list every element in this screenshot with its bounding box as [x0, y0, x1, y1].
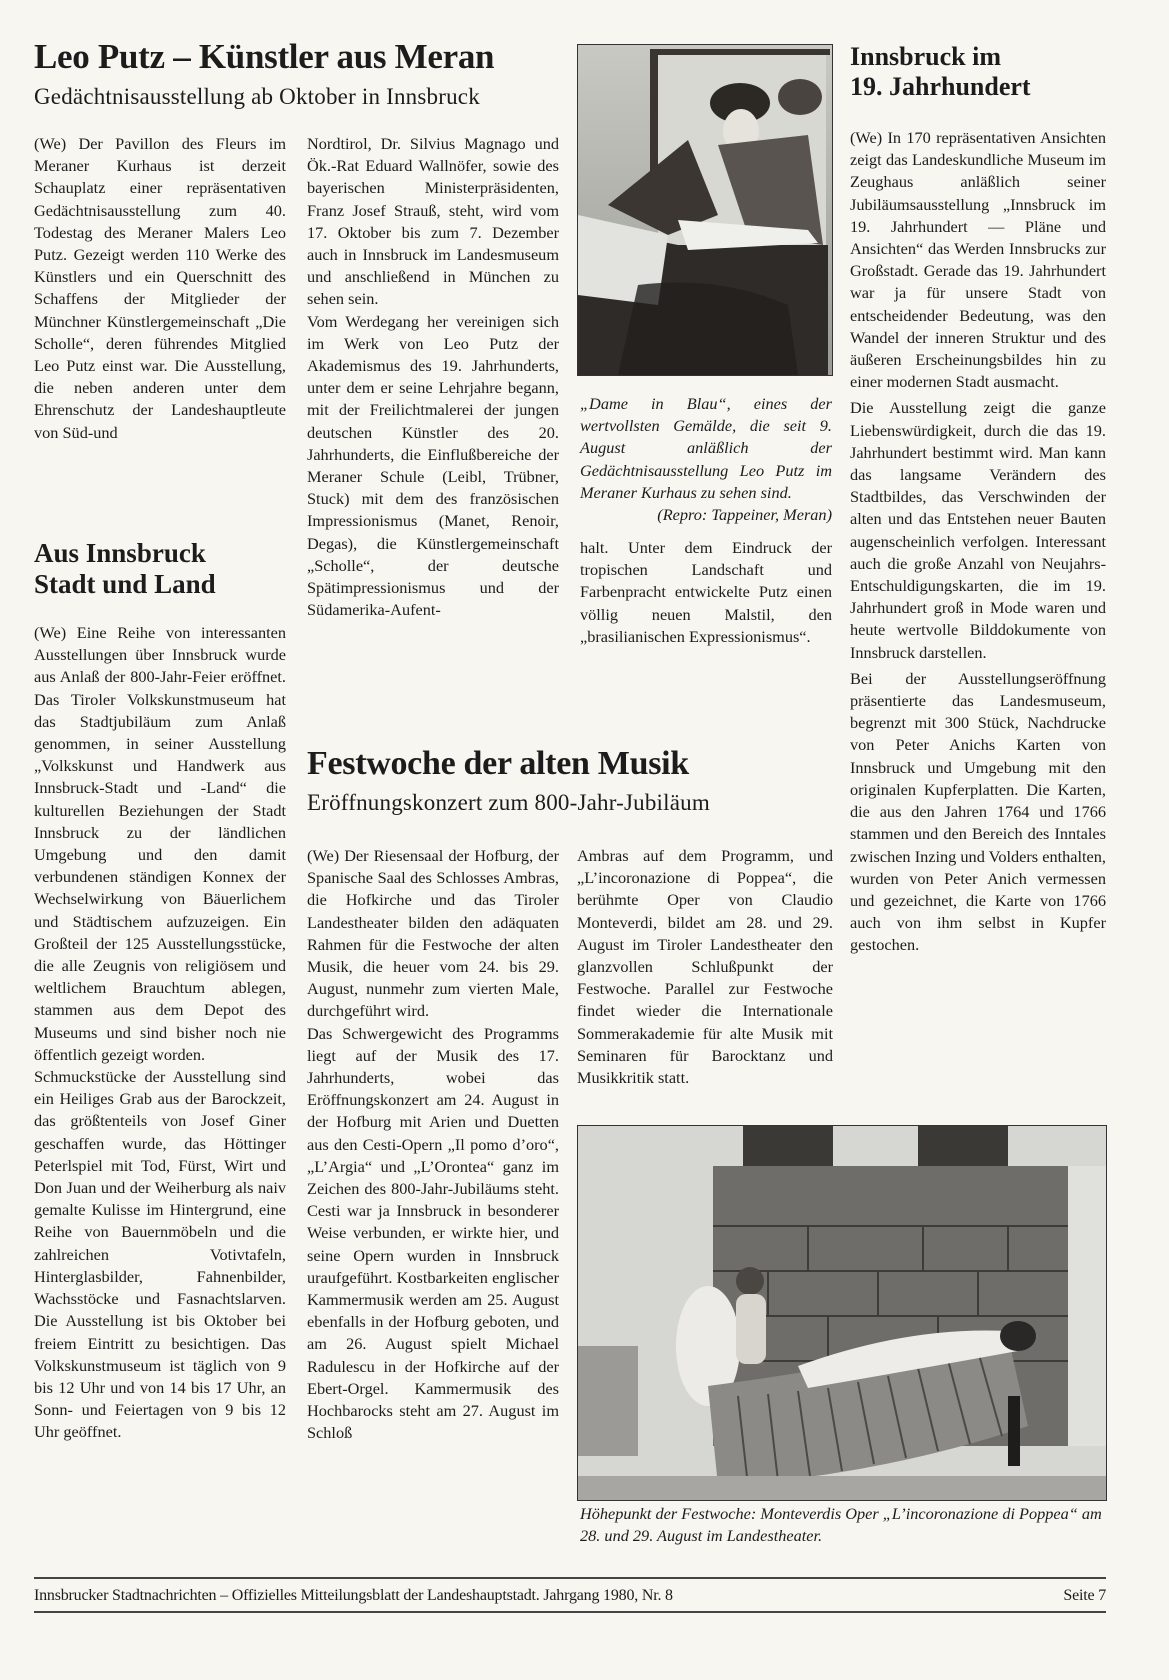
subheadline-festwoche: Eröffnungskonzert zum 800-Jahr-Jubiläum — [307, 790, 710, 815]
article-festwoche-column-2 — [577, 845, 833, 1089]
headline-line: Aus Innsbruck — [34, 538, 206, 568]
article-leo-putz-column-3 — [580, 537, 832, 648]
article-leo-putz-column-2 — [307, 133, 559, 621]
footer-bottom-rule — [34, 1611, 1106, 1613]
page-number: Seite 7 — [1063, 1587, 1106, 1604]
caption-text: „Dame in Blau“, eines der wertvollsten Gemälde, die seit 9. August anläßlich der Gedächtnisausstellung Leo Putz im Meraner Kurhaus zu sehen sind. — [580, 394, 832, 502]
painting-caption — [580, 393, 832, 526]
headline-line: Stadt und Land — [34, 569, 216, 599]
headline-leo-putz: Leo Putz – Künstler aus Meran — [34, 37, 495, 76]
footer-top-rule — [34, 1577, 1106, 1579]
paragraph: Das Schwergewicht des Programms liegt auf der Musik des 17. Jahrhunderts, wobei das Eröffnungskonzert am 24. August in der Hofburg mit Arien und Duetten aus den Cesti-Opern „Il pomo d’oro“, „L’Argia“ und „L’Orontea“ ganz im Zeichen des 800-Jahr-Jubiläums steht. Cesti war ja Innsbruck in besonderer Weise verbunden, er wirkte hier, und seine Opern wurden in Innsbruck uraufgeführt. Kostbarkeiten englischer Kammermusik werden am 25. August ebenfalls in der Hofburg geboten, und am 26. August spielt Michael Radulescu in der Hofkirche auf der Ebert-Orgel. Kammermusik des Hochbarocks steht am 27. August im Schloß — [307, 1023, 559, 1443]
painting-illustration — [578, 45, 832, 375]
paragraph: Schmuckstücke der Ausstellung sind ein Heiliges Grab aus der Barockzeit, das größtenteils von Josef Giner geschaffen wurde, das Höttinger Peterlspiel mit Tod, Fürst, Wirt und Don Juan und der Weiherburg als naiv gemalte Kulisse im Hintergrund, eine Reihe von Bauernmöbeln und die zahlreichen Votivtafeln, Hinterglasbilder, Fahnenbilder, Wachsstöcke und Fasnachtslarven. Die Ausstellung ist bis Oktober bei freiem Eintritt zu besichtigen. Das Volkskunstmuseum ist täglich von 9 bis 12 Uhr und von 14 bis 17 Uhr, an Sonn- und Feiertagen von 9 bis 12 Uhr geöffnet. — [34, 1067, 286, 1442]
paragraph: (We) Der Riesensaal der Hofburg, der Spanische Saal des Schlosses Ambras, die Hofkirche und das Tiroler Landestheater bilden den adäquaten Rahmen für die Festwoche der alten Musik, die heuer vom 24. bis 29. August, nunmehr zum vierten Male, durchgeführt wird. — [307, 846, 559, 1021]
opera-photo-caption: Höhepunkt der Festwoche: Monteverdis Oper „L’incoronazione di Poppea“ am 28. und 29. August im Landestheater. — [580, 1504, 1102, 1546]
subheadline-leo-putz: Gedächtnisausstellung ab Oktober in Innsbruck — [34, 84, 480, 109]
article-innsbruck-19-jh-column — [850, 127, 1106, 957]
paragraph: (We) Eine Reihe von interessanten Ausstellungen über Innsbruck wurde aus Anlaß der 800-Jahr-Feier eröffnet. Das Tiroler Volkskunstmuseum hat das Stadtjubiläum zum Anlaß genommen, in seiner Ausstellung „Volkskunst und Handwerk aus Innsbruck-Stadt und -Land“ die kulturellen Beziehungen der Stadt Innsbruck zu der ländlichen Umgebung und den damit verbundenen ständigen Konnex der Wechselwirkung von Bäuerlichem und Städtischem aufzuzeigen. Ein Großteil der 125 Ausstellungsstücke, die alle Zeugnis von religiösem und weltlichem Brauchtum ablegen, stammen aus dem Depot des Museums und sind bisher noch nie öffentlich gezeigt worden. — [34, 623, 286, 1064]
article-leo-putz-column-1 — [34, 133, 286, 444]
paragraph: Bei der Ausstellungseröffnung präsentierte das Landesmuseum, begrenzt mit 300 Stück, Nachdrucke von Peter Anichs Karten von Innsbruck und Umgebung mit den originalen Kupferplatten. Die Karten, die aus den Jahren 1764 und 1766 stammen und den Bereich des Inntales zwischen Inzing und Volders enthalten, wurden von Peter Anich vermessen und gezeichnet, die Karte von 1766 auch von ihm selbst in Kupfer gestochen. — [850, 668, 1106, 955]
article-festwoche-column-1 — [307, 845, 559, 1444]
headline-innsbruck-19-jh — [850, 42, 1108, 102]
headline-line: Innsbruck im — [850, 42, 1001, 71]
headline-line: 19. Jahrhundert — [850, 72, 1031, 101]
paragraph: halt. Unter dem Eindruck der tropischen Landschaft und Farbenpracht entwickelte Putz einen völlig neuen Malstil, den „brasilianischen Expressionismus“. — [580, 538, 832, 646]
headline-aus-innsbruck — [34, 538, 286, 600]
publication-info: Innsbrucker Stadtnachrichten – Offizielles Mitteilungsblatt der Landeshauptstadt. Jahrgang 1980, Nr. 8 — [34, 1587, 673, 1604]
article-aus-innsbruck-column — [34, 622, 286, 1444]
photo-credit: (Repro: Tappeiner, Meran) — [657, 505, 832, 525]
paragraph: Nordtirol, Dr. Silvius Magnago und Ök.-Rat Eduard Wallnöfer, sowie des bayerischen Ministerpräsidenten, Franz Josef Strauß, steht, wird vom 17. Oktober bis zum 7. Dezember auch in Innsbruck im Landesmuseum und anschließend in München zu sehen sein. — [307, 134, 559, 309]
paragraph: (We) Der Pavillon des Fleurs im Meraner Kurhaus ist derzeit Schauplatz einer repräsentativen Gedächtnisausstellung zum 40. Todestag des Meraner Malers Leo Putz. Gezeigt werden 110 Werke des Künstlers und ein Querschnitt des Schaffens der Mitglieder der Münchner Künstlergemeinschaft „Die Scholle“, deren führendes Mitglied Leo Putz einst war. Die Ausstellung, die neben anderen unter dem Ehrenschutz der Landeshauptleute von Süd-und — [34, 134, 286, 442]
paragraph: Die Ausstellung zeigt die ganze Liebenswürdigkeit, durch die das 19. Jahrhundert bestimmt wird. Man kann das langsame Verändern des Stadtbildes, das Verschwinden der alten und das Entstehen neuer Bauten augenscheinlich verfolgen. Interessant auch die große Anzahl von Neujahrs-Entschuldigungskarten, die im 19. Jahrhundert groß in Mode waren und heute wertvolle Bilddokumente von Innsbruck darstellen. — [850, 398, 1106, 662]
paragraph: Ambras auf dem Programm, und „L’incoronazione di Poppea“, die berühmte Oper von Claudio Monteverdi, bildet am 28. und 29. August im Tiroler Landestheater den glanzvollen Schlußpunkt der Festwoche. Parallel zur Festwoche findet wieder die Internationale Sommerakademie für alte Musik mit Seminaren für Barocktanz und Musikkritik statt. — [577, 846, 833, 1088]
paragraph: Vom Werdegang her vereinigen sich im Werk von Leo Putz der Akademismus des 19. Jahrhunderts, unter dem er seine Lehrjahre begann, mit der Freilichtmalerei der jungen deutschen Künstler des 20. Jahrhunderts, die Einflußbereiche der Meraner Schule (Leibl, Trübner, Stuck) mit dem des französischen Impressionismus (Manet, Renoir, Degas), die Künstlergemeinschaft „Scholle“, der deutsche Spätimpressionismus und der Südamerika-Aufent- — [307, 311, 559, 620]
opera-scene-illustration — [578, 1126, 1106, 1500]
paragraph: (We) In 170 repräsentativen Ansichten zeigt das Landeskundliche Museum im Zeughaus anläßlich seiner Jubiläumsausstellung „Innsbruck im 19. Jahrhundert — Pläne und Ansichten“ das Werden Innsbrucks zur Großstadt. Gerade das 19. Jahrhundert war ja für unsere Stadt von entscheidender Bedeutung, was den Wandel der inneren Struktur und des äußeren Erscheinungsbildes hin zu einer modernen Stadt ausmacht. — [850, 128, 1106, 392]
headline-festwoche: Festwoche der alten Musik — [307, 745, 689, 782]
page-footer — [34, 1586, 1106, 1606]
painting-dame-in-blau-image — [577, 44, 833, 376]
opera-scene-photo — [577, 1125, 1107, 1501]
